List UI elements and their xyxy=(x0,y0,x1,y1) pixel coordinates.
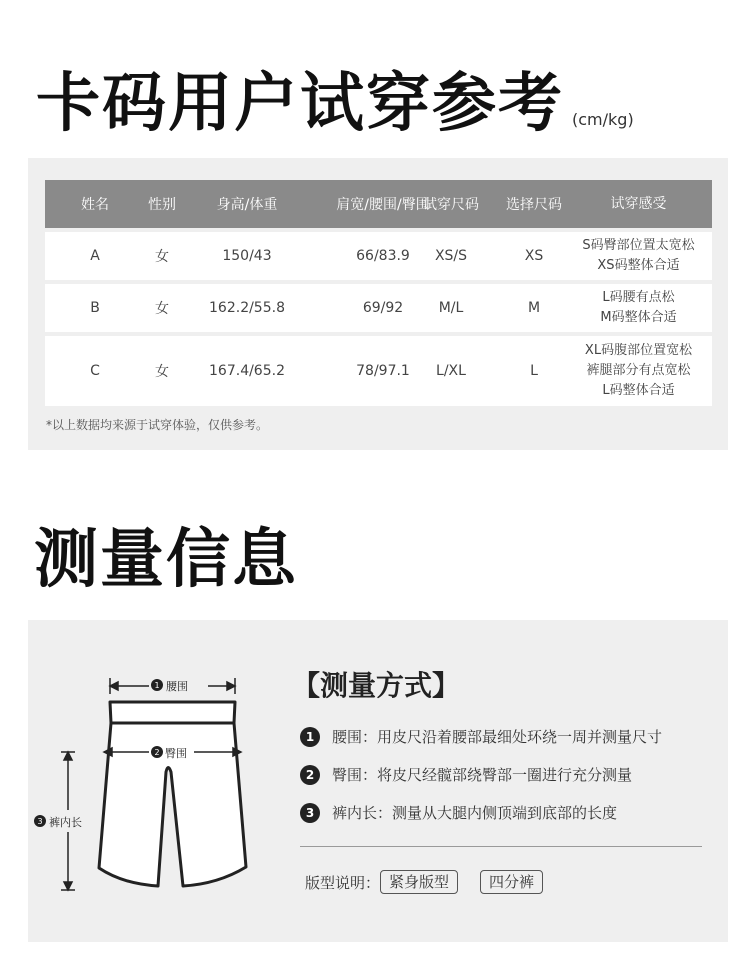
number-badge: 1 xyxy=(300,727,320,747)
feedback-line: L码腰有点松 xyxy=(602,290,675,305)
fit-description xyxy=(305,870,565,894)
feedback-line: XS码整体合适 xyxy=(597,258,680,273)
sizing-panel xyxy=(28,158,728,450)
measure-panel xyxy=(28,620,728,942)
waist-num: 1 xyxy=(154,681,160,690)
cell-gender: 女 xyxy=(155,249,169,265)
cell-tried-size: XS/S xyxy=(434,248,468,264)
fit-label: 版型说明： xyxy=(305,873,381,892)
fit-tag-length: 四分裤 xyxy=(480,870,543,894)
table-row xyxy=(45,284,712,332)
measure-title: 测量信息 xyxy=(34,523,298,597)
header-tried-size: 试穿尺码 xyxy=(423,197,479,213)
method-item-hip xyxy=(300,764,632,785)
table-header xyxy=(45,180,712,228)
cell-height-weight: 162.2/55.8 xyxy=(209,300,285,316)
sizing-title xyxy=(36,64,634,160)
cell-chosen-size: M xyxy=(527,300,541,316)
waist-label: 腰围 xyxy=(166,680,188,693)
method-text: 臀围：将皮尺经髋部绕臀部一圈进行充分测量 xyxy=(332,766,633,784)
header-measurements: 肩宽/腰围/臀围 xyxy=(336,197,430,213)
shorts-outline-icon xyxy=(99,702,246,886)
cell-gender: 女 xyxy=(155,364,169,380)
fit-tag-slim: 紧身版型 xyxy=(380,870,458,894)
header-feedback: 试穿感受 xyxy=(610,196,667,212)
feedback-line: L码整体合适 xyxy=(602,383,675,398)
method-text: 裤内长：测量从大腿内侧顶端到底部的长度 xyxy=(332,804,618,822)
cell-chosen-size: L xyxy=(530,363,538,379)
sizing-title-text: 卡码用户试穿参考 xyxy=(36,67,564,141)
cell-height-weight: 150/43 xyxy=(222,248,272,264)
header-chosen-size: 选择尺码 xyxy=(506,197,562,213)
divider xyxy=(300,846,702,847)
method-text: 腰围：用皮尺沿着腰部最细处环绕一周并测量尺寸 xyxy=(332,728,663,746)
feedback-line: XL码腹部位置宽松 xyxy=(584,343,693,358)
cell-name: A xyxy=(90,248,100,264)
cell-name: B xyxy=(90,300,100,316)
number-badge: 3 xyxy=(300,803,320,823)
header-gender: 性别 xyxy=(148,197,176,213)
unit-label: (cm/kg) xyxy=(572,110,634,129)
cell-feedback xyxy=(565,336,712,406)
cell-measurements: 78/97.1 xyxy=(356,363,410,379)
cell-measurements: 69/92 xyxy=(362,300,404,316)
hip-label: 臀围 xyxy=(165,747,187,760)
cell-feedback xyxy=(565,284,712,332)
header-name: 姓名 xyxy=(81,197,109,213)
feedback-line: M码整体合适 xyxy=(600,310,677,325)
cell-measurements: 66/83.9 xyxy=(356,248,410,264)
method-item-inseam xyxy=(300,802,617,823)
feedback-line: S码臀部位置太宽松 xyxy=(582,238,695,253)
header-height-weight: 身高/体重 xyxy=(216,197,278,213)
hip-num: 2 xyxy=(154,748,160,757)
cell-gender: 女 xyxy=(155,301,169,317)
number-badge: 2 xyxy=(300,765,320,785)
inseam-label: 裤内长 xyxy=(49,816,82,829)
cell-height-weight: 167.4/65.2 xyxy=(209,363,285,379)
cell-feedback xyxy=(565,232,712,280)
shorts-diagram xyxy=(28,620,278,942)
disclaimer-note: *以上数据均来源于试穿体验，仅供参考。 xyxy=(46,418,269,432)
table-row xyxy=(45,232,712,280)
cell-tried-size: M/L xyxy=(438,300,464,316)
cell-chosen-size: XS xyxy=(524,248,544,264)
cell-name: C xyxy=(90,363,100,379)
inseam-num: 3 xyxy=(37,817,43,826)
method-item-waist xyxy=(300,726,662,747)
method-title: 【测量方式】 xyxy=(292,669,461,702)
table-row xyxy=(45,336,712,406)
cell-tried-size: L/XL xyxy=(436,363,466,379)
feedback-line: 裤腿部分有点宽松 xyxy=(586,363,691,378)
